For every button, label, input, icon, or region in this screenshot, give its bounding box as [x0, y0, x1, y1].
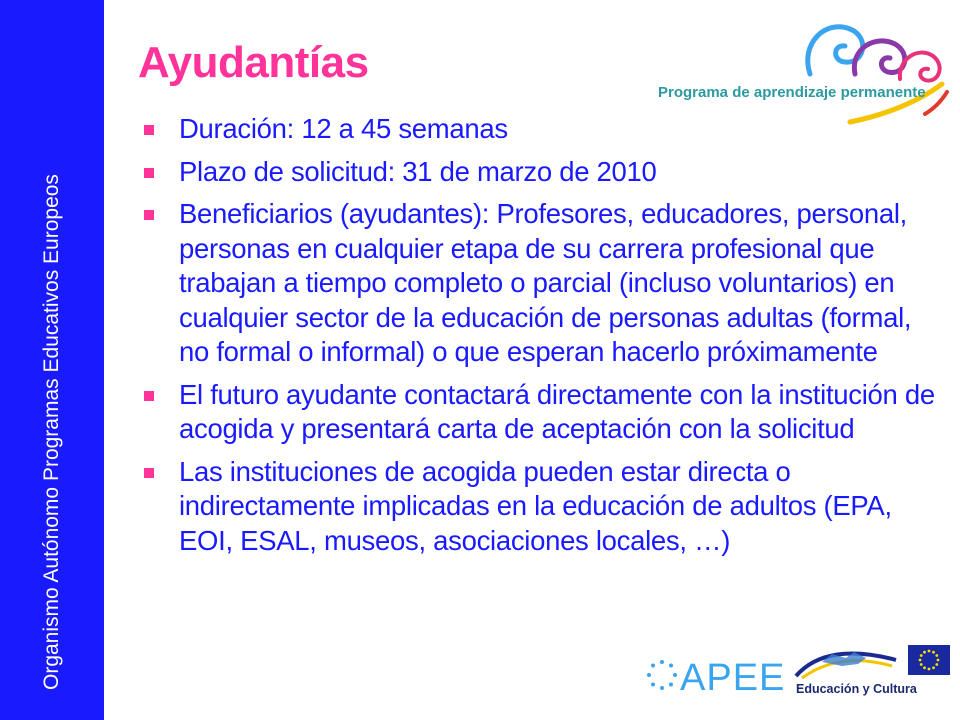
- slide-title: Ayudantías: [138, 38, 369, 87]
- apee-text: APEE: [680, 657, 786, 699]
- bullet-item: [144, 112, 944, 147]
- bullet-item: [144, 197, 944, 370]
- map-swoosh-icon: [792, 642, 900, 682]
- square-bullet-icon: [144, 125, 154, 135]
- bullet-item: [144, 455, 944, 559]
- sidebar: [0, 0, 104, 720]
- bullet-list: [144, 112, 944, 566]
- education-culture-text: Educación y Cultura: [796, 682, 917, 696]
- bullet-item: [144, 155, 944, 190]
- bullet-text: El futuro ayudante contactará directamente con la institución de acogida y presentará carta de aceptación con la solicitud: [179, 378, 935, 444]
- swirl-logo-icon: [650, 4, 950, 129]
- program-logo-text: Programa de aprendizaje permanente: [658, 84, 926, 101]
- square-bullet-icon: [144, 168, 154, 178]
- bullet-text: Beneficiarios (ayudantes): Profesores, educadores, personal, personas en cualquier etapa de su carrera profesional que trabajan a tiempo completo o parcial (incluso voluntarios) en cualquier sector de la educación de personas adultas (formal, no formal o informal) o que esperan hacerlo próximamente: [179, 198, 912, 367]
- lifelong-learning-logo: [650, 4, 950, 129]
- bullet-item: [144, 378, 944, 447]
- square-bullet-icon: [144, 468, 154, 478]
- dotted-circle-icon: [646, 659, 678, 691]
- sidebar-vertical-text: Organismo Autónomo Programas Educativos Europeos: [40, 174, 63, 690]
- square-bullet-icon: [144, 210, 154, 220]
- bullet-text: Duración: 12 a 45 semanas: [179, 113, 508, 144]
- apee-logo: [646, 655, 786, 699]
- education-culture-logo: [792, 642, 917, 702]
- square-bullet-icon: [144, 391, 154, 401]
- bullet-text: Las instituciones de acogida pueden estar directa o indirectamente implicadas en la educación de adultos (EPA, EOI, ESAL, museos, asociaciones locales, …): [179, 455, 892, 556]
- eu-flag-icon: [908, 645, 950, 675]
- bullet-text: Plazo de solicitud: 31 de marzo de 2010: [179, 155, 657, 187]
